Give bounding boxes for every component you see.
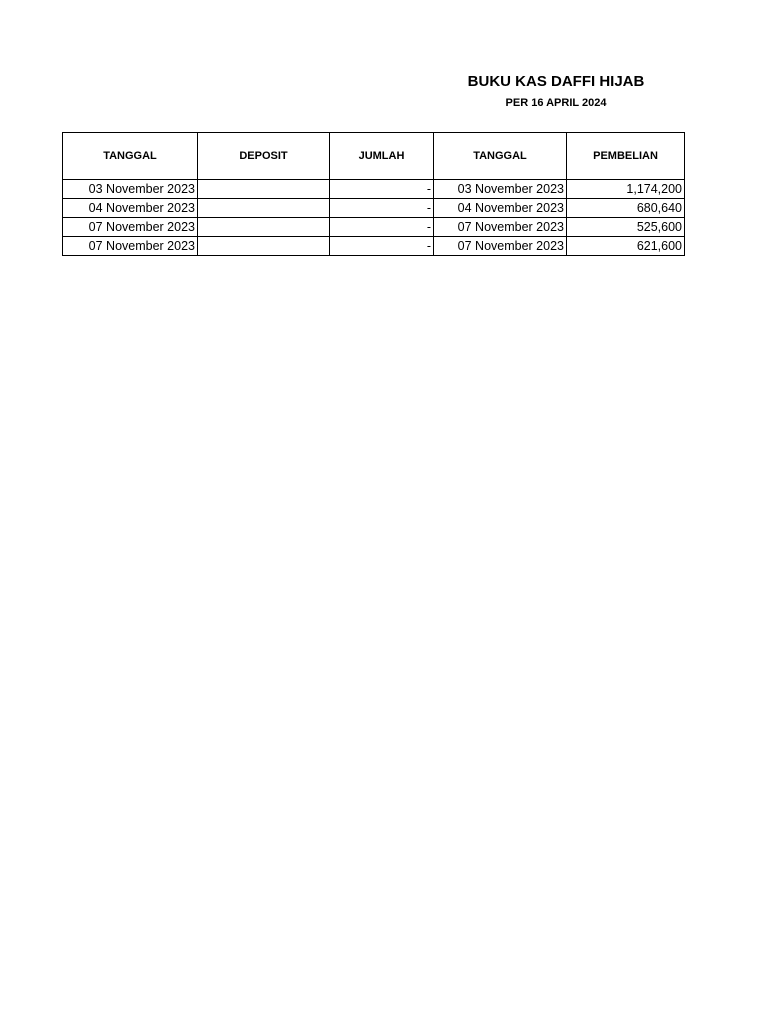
cell-tanggal-pembelian: 07 November 2023: [434, 237, 567, 256]
cell-deposit: [198, 218, 330, 237]
document-title: BUKU KAS DAFFI HIJAB: [467, 73, 645, 90]
header-tanggal-pembelian: TANGGAL: [434, 133, 567, 180]
cell-deposit: [198, 199, 330, 218]
cell-tanggal-deposit: 07 November 2023: [63, 237, 198, 256]
table-row: [63, 180, 685, 199]
cell-jumlah: -: [330, 180, 434, 199]
cell-jumlah: -: [330, 237, 434, 256]
cell-tanggal-pembelian: 03 November 2023: [434, 180, 567, 199]
table-row: [63, 199, 685, 218]
cell-jumlah: -: [330, 218, 434, 237]
document-subtitle: PER 16 APRIL 2024: [505, 97, 607, 109]
cell-pembelian: 1,174,200: [567, 180, 685, 199]
cell-tanggal-deposit: 04 November 2023: [63, 199, 198, 218]
header-tanggal-deposit: TANGGAL: [63, 133, 198, 180]
cell-tanggal-deposit: 03 November 2023: [63, 180, 198, 199]
cell-pembelian: 621,600: [567, 237, 685, 256]
cash-ledger-table: [62, 132, 685, 256]
header-jumlah: JUMLAH: [330, 133, 434, 180]
cell-tanggal-pembelian: 07 November 2023: [434, 218, 567, 237]
table-row: [63, 218, 685, 237]
table-row: [63, 237, 685, 256]
cell-pembelian: 680,640: [567, 199, 685, 218]
cell-pembelian: 525,600: [567, 218, 685, 237]
cell-deposit: [198, 180, 330, 199]
header-deposit: DEPOSIT: [198, 133, 330, 180]
table-header-row: [63, 133, 685, 180]
cell-tanggal-deposit: 07 November 2023: [63, 218, 198, 237]
cell-tanggal-pembelian: 04 November 2023: [434, 199, 567, 218]
cell-jumlah: -: [330, 199, 434, 218]
cell-deposit: [198, 237, 330, 256]
header-pembelian: PEMBELIAN: [567, 133, 685, 180]
